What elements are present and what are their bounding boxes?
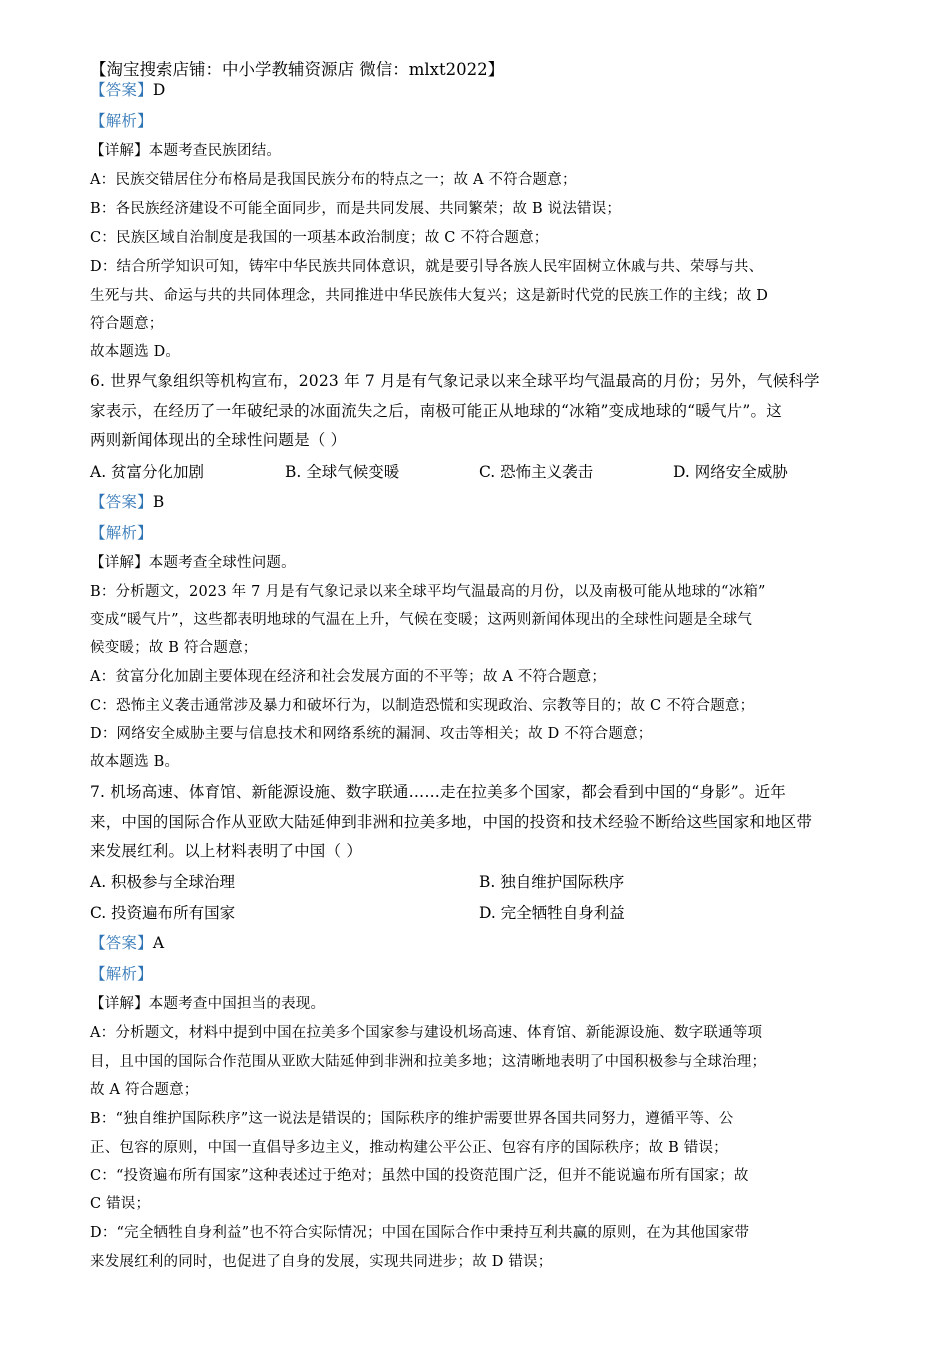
q6-detail-line: A：贫富分化加剧主要体现在经济和社会发展方面的不平等；故 A 不符合题意；: [90, 669, 607, 685]
q7-detail-line: 故 A 符合题意；: [90, 1082, 199, 1098]
answer-value: D: [152, 81, 166, 99]
q5-detail-line: D：结合所学知识可知，铸牢中华民族共同体意识，就是要引导各族人民牢固树立休戚与共、荣辱与共、: [90, 259, 764, 275]
q7-option-a: A. 积极参与全球治理: [90, 873, 236, 891]
q7-detail-line: 目，且中国的国际合作范围从亚欧大陆延伸到非洲和拉美多地；这清晰地表明了中国积极参与全球治理；: [90, 1054, 767, 1070]
q5-detail-line: B：各民族经济建设不可能全面同步，而是共同发展、共同繁荣；故 B 说法错误；: [90, 201, 622, 217]
q7-option-d: D. 完全牺牲自身利益: [479, 904, 625, 922]
answer-value: B: [152, 493, 165, 511]
analysis-tag: 【解析】: [90, 112, 153, 130]
q6-detail-line: 【详解】本题考查全球性问题。: [90, 555, 296, 571]
q5-detail-line: 符合题意；: [90, 316, 164, 332]
q7-detail-line: C：“投资遍布所有国家”这种表述过于绝对；虽然中国的投资范围广泛，但并不能说遍布所有国家；故: [90, 1168, 749, 1184]
analysis-tag: 【解析】: [90, 965, 153, 983]
q5-detail-line: 故本题选 D。: [90, 344, 181, 360]
q7-stem-line: 来发展红利。以上材料表明了中国（ ）: [90, 842, 363, 860]
q6-detail-line: D：网络安全威胁主要与信息技术和网络系统的漏洞、攻击等相关；故 D 不符合题意；: [90, 726, 653, 742]
q6-detail-line: 故本题选 B。: [90, 754, 180, 770]
q6-option-b: B. 全球气候变暖: [285, 463, 400, 481]
q6-detail-line: 候变暖；故 B 符合题意；: [90, 640, 258, 656]
q7-detail-line: A：分析题文，材料中提到中国在拉美多个国家参与建设机场高速、体育馆、新能源设施、数字联通等项: [90, 1025, 763, 1041]
q6-answer-line: [90, 492, 862, 512]
q6-detail-line: 变成“暖气片”，这些都表明地球的气温在上升，气候在变暖；这两则新闻体现出的全球性问题是全球气: [90, 612, 753, 628]
q7-detail-line: D：“完全牺牲自身利益”也不符合实际情况；中国在国际合作中秉持互利共赢的原则，在为其他国家带: [90, 1225, 750, 1241]
q7-detail-line: C 错误；: [90, 1196, 151, 1212]
q5-detail-line: 生死与共、命运与共的共同体理念，共同推进中华民族伟大复兴；这是新时代党的民族工作的主线；故 D: [90, 288, 769, 304]
q7-detail-line: 来发展红利的同时，也促进了自身的发展，实现共同进步；故 D 错误；: [90, 1254, 553, 1270]
q6-detail-line: C：恐怖主义袭击通常涉及暴力和破坏行为，以制造恐慌和实现政治、宗教等目的；故 C 不符合题意；: [90, 698, 755, 714]
answer-tag: 【答案】: [90, 493, 153, 511]
q6-detail-line: B：分析题文，2023 年 7 月是有气象记录以来全球平均气温最高的月份，以及南极可能从地球的“冰箱”: [90, 584, 766, 600]
q7-option-b: B. 独自维护国际秩序: [479, 873, 625, 891]
q6-stem-line: 家表示，在经历了一年破纪录的冰面流失之后，南极可能正从地球的“冰箱”变成地球的“暖气片”。这: [90, 402, 782, 420]
q7-answer-line: [90, 933, 862, 953]
q7-stem-line: 来，中国的国际合作从亚欧大陆延伸到非洲和拉美多地，中国的投资和技术经验不断给这些国家和地区带: [90, 813, 813, 831]
q7-detail-line: 正、包容的原则，中国一直倡导多边主义，推动构建公平公正、包容有序的国际秩序；故 B 错误；: [90, 1140, 728, 1156]
q6-option-a: A. 贫富分化加剧: [90, 463, 205, 481]
q6-stem-line: 两则新闻体现出的全球性问题是（ ）: [90, 431, 347, 449]
answer-tag: 【答案】: [90, 934, 153, 952]
q6-option-c: C. 恐怖主义袭击: [479, 463, 594, 481]
q5-answer-line: [90, 80, 862, 100]
q7-stem-line: 7. 机场高速、体育馆、新能源设施、数字联通……走在拉美多个国家，都会看到中国的“身影”。近年: [90, 783, 786, 801]
q5-detail-line: C：民族区域自治制度是我国的一项基本政治制度；故 C 不符合题意；: [90, 230, 549, 246]
q5-detail-line: 【详解】本题考查民族团结。: [90, 143, 282, 159]
q7-detail-line: 【详解】本题考查中国担当的表现。: [90, 996, 326, 1012]
store-banner: 【淘宝搜索店铺：中小学教辅资源店 微信：mlxt2022】: [90, 60, 505, 79]
q7-detail-line: B：“独自维护国际秩序”这一说法是错误的；国际秩序的维护需要世界各国共同努力，遵循平等、公: [90, 1111, 734, 1127]
answer-value: A: [152, 934, 165, 952]
analysis-tag: 【解析】: [90, 524, 153, 542]
q6-stem-line: 6. 世界气象组织等机构宣布，2023 年 7 月是有气象记录以来全球平均气温最高的月份；另外，气候科学: [90, 372, 820, 390]
q7-option-c: C. 投资遍布所有国家: [90, 904, 236, 922]
q6-option-d: D. 网络安全威胁: [673, 463, 788, 481]
answer-tag: 【答案】: [90, 81, 153, 99]
q5-detail-line: A：民族交错居住分布格局是我国民族分布的特点之一；故 A 不符合题意；: [90, 172, 577, 188]
